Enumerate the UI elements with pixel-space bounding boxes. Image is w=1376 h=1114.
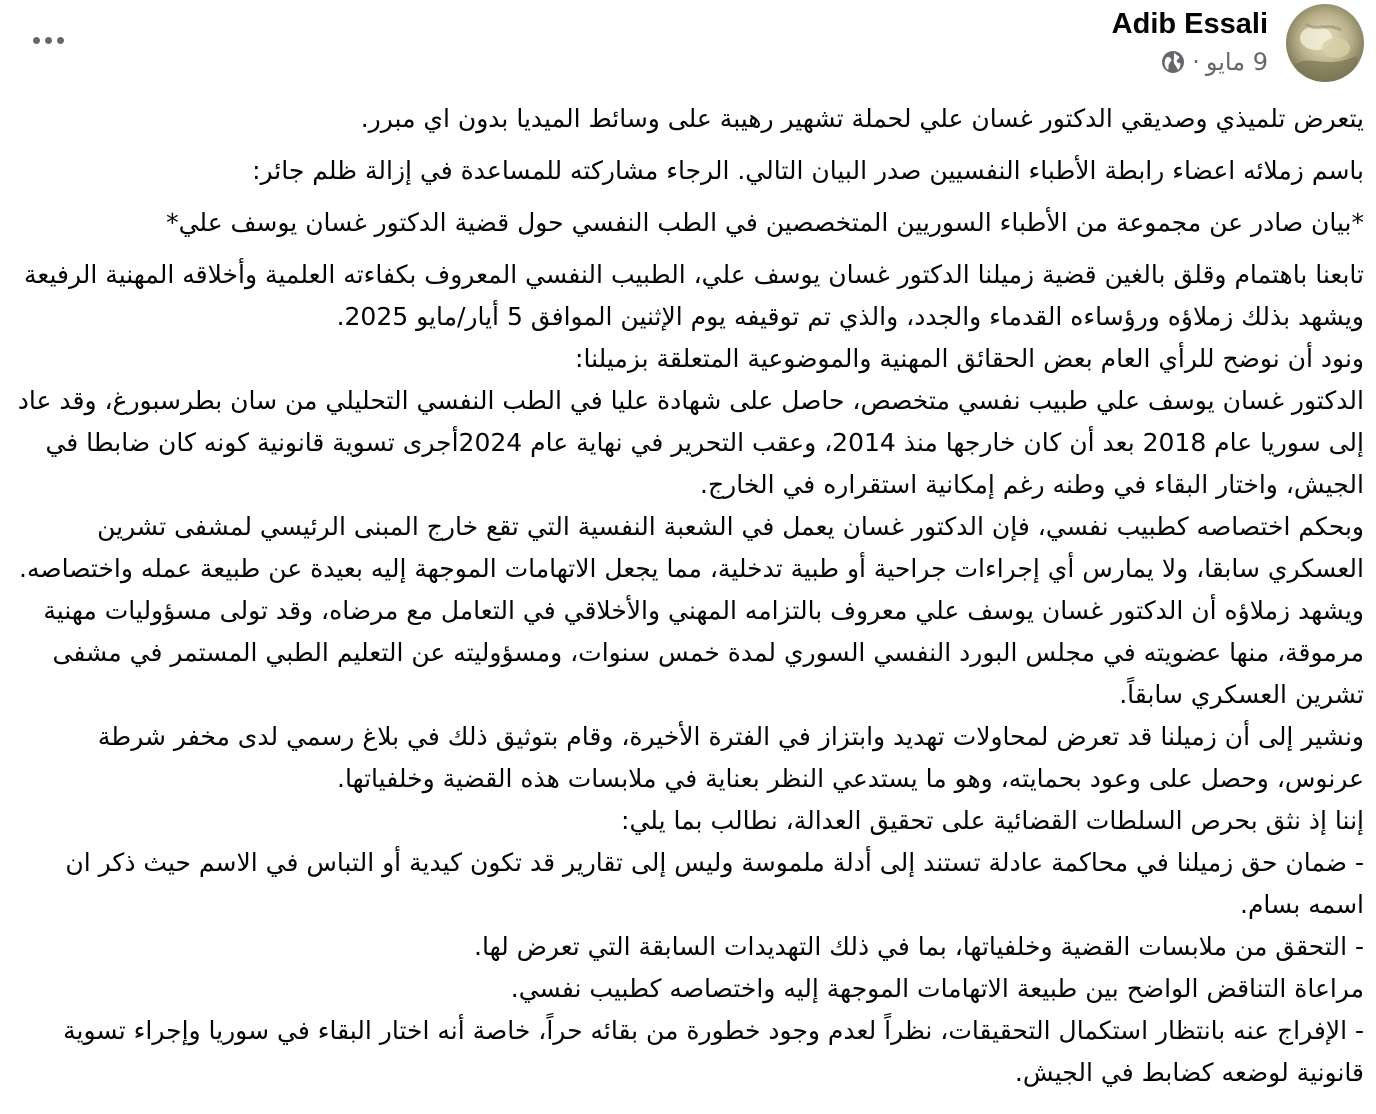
- statement-body: [14, 254, 1364, 1094]
- more-options-button[interactable]: [28, 24, 68, 56]
- demand-item: - التحقق من ملابسات القضية وخلفياتها، بما في ذلك التهديدات السابقة التي تعرض لها.: [474, 932, 1364, 961]
- statement-paragraph: الدكتور غسان يوسف علي طبيب نفسي متخصص، حاصل على شهادة عليا في الطب النفسي التحليلي من سان بطرسبورغ، وقد عاد إلى سوريا عام 2018 بعد أن كان خارجها منذ 2014، وعقب التحرير في نهاية عام 2024أجرى تسوية قانونية كونه كان ضابطا في الجيش، واختار البقاء في وطنه رغم إمكانية استقراره في الخارج.: [17, 386, 1364, 499]
- post-body: [14, 98, 1364, 1094]
- statement-paragraph: وبحكم اختصاصه كطبيب نفسي، فإن الدكتور غسان يعمل في الشعبة النفسية التي تقع خارج المبنى الرئيسي لمشفى تشرين العسكري سابقا، ولا يمارس أي إجراءات جراحية أو طبية تدخلية، مما يجعل الاتهامات الموجهة إليه بعيدة عن طبيعة عمله واختصاصه.: [19, 512, 1364, 583]
- post-date[interactable]: 9 مايو: [1205, 48, 1268, 76]
- post-meta: [1112, 48, 1268, 76]
- statement-paragraph: ونشير إلى أن زميلنا قد تعرض لمحاولات تهديد وابتزاز في الفترة الأخيرة، وقام بتوثيق ذلك في بلاغ رسمي لدى مخفر شرطة عرنوس، وحصل على وعود بحمايته، وهو ما يستدعي النظر بعناية في ملابسات هذه القضية وخلفياتها.: [97, 722, 1364, 793]
- demand-item: - ضمان حق زميلنا في محاكمة عادلة تستند إلى أدلة ملموسة وليس إلى تقارير قد تكون كيدية أو التباس في الاسم حيث ذكر ان اسمه بسام.: [65, 848, 1364, 919]
- meta-separator: ·: [1192, 48, 1200, 76]
- demand-item: مراعاة التناقض الواضح بين طبيعة الاتهامات الموجهة إليه واختصاصه كطبيب نفسي.: [510, 974, 1364, 1003]
- demand-item: - الإفراج عنه بانتظار استكمال التحقيقات، نظراً لعدم وجود خطورة من بقائه حراً، خاصة أنه اختار البقاء في سوريا وإجراء تسوية قانونية لوضعه كضابط في الجيش.: [63, 1016, 1364, 1087]
- statement-paragraph: ويشهد زملاؤه أن الدكتور غسان يوسف علي معروف بالتزامه المهني والأخلاقي في التعامل مع مرضاه، وقد تولى مسؤوليات مهنية مرموقة، منها عضويته في مجلس البورد النفسي السوري لمدة خمس سنوات، ومسؤوليته عن التعليم الطبي المستمر في مشفى تشرين العسكري سابقاً.: [43, 596, 1364, 709]
- statement-title: *بيان صادر عن مجموعة من الأطباء السوريين المتخصصين في الطب النفسي حول قضية الدكتور غسان يوسف علي*: [166, 208, 1364, 237]
- author-name[interactable]: Adib Essali: [1111, 8, 1268, 40]
- post-request: باسم زملائه اعضاء رابطة الأطباء النفسيين صدر البيان التالي. الرجاء مشاركته للمساعدة في إزالة ظلم جائر:: [252, 156, 1364, 185]
- more-dot-icon: [33, 37, 40, 44]
- post-header: [0, 0, 1376, 92]
- statement-paragraph: إننا إذ نثق بحرص السلطات القضائية على تحقيق العدالة، نطالب بما يلي:: [621, 806, 1364, 835]
- more-dot-icon: [45, 37, 52, 44]
- post-intro: يتعرض تلميذي وصديقي الدكتور غسان علي لحملة تشهير رهيبة على وسائط الميديا بدون اي مبرر.: [360, 104, 1364, 133]
- avatar[interactable]: [1286, 4, 1364, 82]
- statement-paragraph: تابعنا باهتمام وقلق بالغين قضية زميلنا الدكتور غسان يوسف علي، الطبيب النفسي المعروف بكفاءته العلمية وأخلاقه المهنية الرفيعة ويشهد بذلك زملاؤه ورؤساءه القدماء والجدد، والذي تم توقيفه يوم الإثنين الموافق 5 أيار/مايو 2025.: [24, 260, 1364, 331]
- more-dot-icon: [57, 37, 64, 44]
- statement-paragraph: ونود أن نوضح للرأي العام بعض الحقائق المهنية والموضوعية المتعلقة بزميلنا:: [575, 344, 1364, 373]
- profile-photo-icon: [1286, 4, 1364, 82]
- globe-icon[interactable]: [1160, 49, 1186, 75]
- author-block: [1112, 6, 1268, 76]
